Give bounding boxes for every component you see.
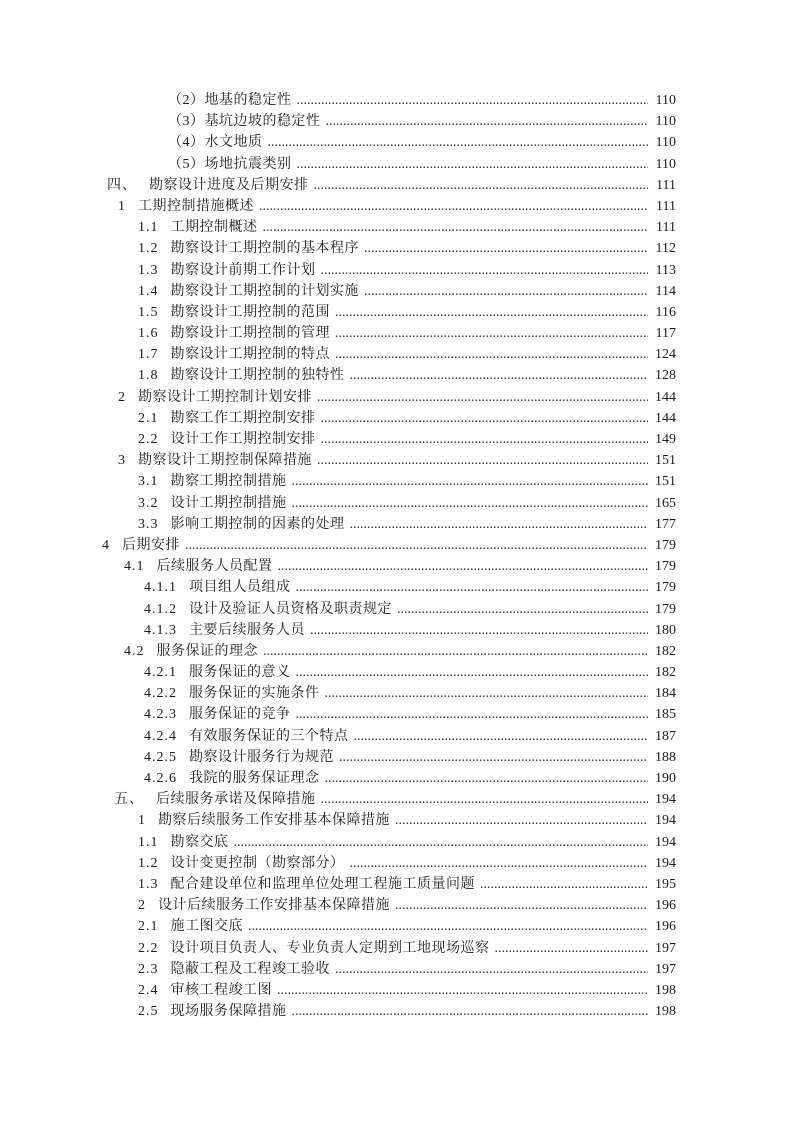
dot-leader — [296, 577, 649, 598]
toc-entry-page: 197 — [655, 961, 676, 977]
toc-entry-page: 110 — [655, 114, 676, 130]
toc-entry[interactable] — [100, 768, 676, 789]
toc-entry-page: 187 — [655, 728, 676, 744]
dot-leader — [326, 111, 649, 132]
toc-entry-page: 124 — [655, 347, 676, 363]
dot-leader — [397, 599, 648, 620]
toc-entry[interactable] — [100, 853, 676, 874]
dot-leader — [350, 853, 649, 874]
toc-entry-title: 影响工期控制的因素的处理 — [170, 516, 345, 532]
toc-entry-title: （3）基坑边坡的稳定性 — [168, 114, 321, 130]
toc-entry-title: 服务保证的理念 — [156, 643, 258, 659]
toc-entry-title: 服务保证的意义 — [189, 665, 291, 681]
toc-entry[interactable] — [100, 323, 676, 344]
toc-entry-number: 4.2 — [124, 643, 145, 659]
dot-leader — [321, 408, 649, 429]
toc-entry-title: 勘察交底 — [170, 834, 229, 850]
dot-leader — [263, 641, 648, 662]
dot-leader — [339, 747, 648, 768]
toc-entry-title: 施工图交底 — [170, 919, 243, 935]
toc-entry-title: 审核工程竣工图 — [170, 982, 272, 998]
dot-leader — [248, 916, 648, 937]
toc-entry-title: 我院的服务保证理念 — [189, 771, 320, 786]
toc-entry[interactable] — [100, 281, 676, 302]
toc-entry-title: 设计变更控制（勘察部分） — [170, 855, 345, 871]
toc-entry-page: 198 — [655, 982, 676, 998]
dot-leader — [350, 365, 649, 386]
toc-entry[interactable] — [100, 599, 676, 620]
toc-entry-number: 1.3 — [138, 876, 159, 892]
dot-leader — [335, 302, 648, 323]
toc-entry-title: 设计工期控制措施 — [170, 495, 287, 511]
toc-entry-page: 188 — [655, 749, 676, 765]
toc-entry-number: 2 — [138, 898, 146, 914]
dot-leader — [364, 281, 648, 302]
dot-leader — [185, 535, 648, 556]
toc-entry-number: 4.2.6 — [144, 771, 177, 786]
dot-leader — [364, 238, 648, 259]
toc-entry-number: 3.2 — [138, 495, 159, 511]
toc-entry-page: 190 — [655, 771, 676, 786]
toc-entry[interactable] — [100, 916, 676, 937]
toc-entry-page: 114 — [655, 283, 676, 299]
toc-entry-page: 113 — [655, 262, 676, 278]
toc-entry-title: 勘察设计工期控制的特点 — [170, 347, 330, 363]
dot-leader — [292, 493, 649, 514]
toc-entry-number: 3 — [118, 453, 126, 469]
toc-entry[interactable] — [100, 938, 676, 959]
dot-leader — [259, 196, 648, 217]
dot-leader — [263, 217, 649, 238]
toc-entry-number: 四、 — [107, 177, 137, 193]
dot-leader — [395, 895, 648, 916]
dot-leader — [495, 938, 649, 959]
toc-entry[interactable] — [100, 175, 676, 196]
toc-entry[interactable] — [100, 662, 676, 683]
dot-leader — [292, 1001, 649, 1022]
toc-entry-title: （2）地基的稳定性 — [168, 93, 292, 108]
toc-entry-title: 隐蔽工程及工程竣工验收 — [170, 961, 330, 977]
toc-entry-page: 182 — [655, 643, 676, 659]
toc-entry[interactable] — [100, 726, 676, 747]
toc-entry-page: 165 — [655, 495, 676, 511]
toc-entry[interactable] — [100, 874, 676, 895]
toc-entry-number: 1 — [118, 198, 126, 214]
toc-entry-title: 勘察设计工期控制的基本程序 — [170, 241, 359, 257]
toc-entry-number: 2.2 — [138, 940, 159, 956]
toc-entry-page: 110 — [655, 135, 676, 151]
toc-entry-page: 149 — [655, 432, 676, 447]
dot-leader — [278, 556, 649, 577]
toc-entry-page: 111 — [656, 198, 676, 214]
toc-entry-page: 194 — [655, 855, 676, 871]
toc-entry[interactable] — [100, 90, 676, 111]
toc-entry-number: 4.1 — [124, 559, 145, 575]
toc-entry-page: 151 — [655, 474, 676, 490]
toc-entry-page: 179 — [655, 580, 676, 596]
toc-entry-number: 3.1 — [138, 474, 159, 490]
toc-entry-title: 服务保证的竞争 — [189, 707, 291, 723]
toc-entry[interactable] — [100, 111, 676, 132]
toc-entry-title: 设计后续服务工作安排基本保障措施 — [158, 898, 390, 914]
toc-entry-title: 勘察后续服务工作安排基本保障措施 — [158, 813, 390, 829]
toc-entry-title: 服务保证的实施条件 — [189, 686, 320, 702]
toc-entry-page: 177 — [655, 516, 676, 532]
dot-leader — [297, 90, 649, 111]
toc-entry-title: 设计及验证人员资格及职责规定 — [189, 601, 392, 617]
toc-entry-page: 144 — [655, 410, 676, 426]
toc-entry-page: 110 — [655, 93, 676, 108]
toc-entry-number: 1.5 — [138, 304, 159, 320]
toc-entry-title: 工期控制概述 — [170, 220, 258, 236]
toc-entry-title: 勘察设计前期工作计划 — [170, 262, 316, 278]
toc-entry-number: 2.5 — [138, 1004, 159, 1020]
toc-entry[interactable] — [100, 577, 676, 598]
dot-leader — [325, 768, 649, 789]
toc-entry-page: 182 — [655, 665, 676, 681]
toc-entry-number: 2.1 — [138, 919, 159, 935]
dot-leader — [325, 683, 649, 704]
dot-leader — [268, 132, 649, 153]
dot-leader — [292, 471, 649, 492]
toc-entry-title: 项目组人员组成 — [189, 580, 291, 596]
toc-entry-title: 设计工作工期控制安排 — [170, 432, 316, 447]
toc-entry-number: 4.2.2 — [144, 686, 177, 702]
toc-entry[interactable] — [100, 641, 676, 662]
toc-entry-number: 1.2 — [138, 855, 159, 871]
toc-entry-page: 194 — [655, 834, 676, 850]
toc-entry-number: 4.2.3 — [144, 707, 177, 723]
toc-entry[interactable] — [100, 895, 676, 916]
toc-entry-title: 配合建设单位和监理单位处理工程施工质量问题 — [170, 876, 475, 892]
dot-leader — [354, 726, 649, 747]
toc-entry-number: 4.1.3 — [144, 622, 177, 638]
toc-entry-number: 2.2 — [138, 432, 159, 447]
toc-entry-number: 4.2.4 — [144, 728, 177, 744]
toc-entry-number: 4.2.1 — [144, 665, 177, 681]
toc-entry[interactable] — [100, 217, 676, 238]
dot-leader — [310, 620, 648, 641]
dot-leader — [335, 959, 648, 980]
toc-entry-number: 1.8 — [138, 368, 159, 384]
toc-entry[interactable] — [100, 493, 676, 514]
toc-entry-number: 3.3 — [138, 516, 159, 532]
dot-leader — [317, 387, 648, 408]
toc-entry[interactable] — [100, 832, 676, 853]
toc-entry-title: 勘察工作工期控制安排 — [170, 410, 316, 426]
toc-entry[interactable] — [100, 238, 676, 259]
toc-entry[interactable] — [100, 980, 676, 1001]
toc-entry-page: 144 — [655, 389, 676, 405]
toc-entry-page: 111 — [656, 220, 676, 236]
toc-entry-page: 179 — [655, 559, 676, 575]
dot-leader — [395, 810, 648, 831]
dot-leader — [297, 154, 649, 175]
toc-entry-page: 112 — [655, 241, 676, 257]
toc-entry-number: 1.7 — [138, 347, 159, 363]
toc-entry-number: 2.3 — [138, 961, 159, 977]
toc-entry-page: 196 — [655, 898, 676, 914]
toc-entry-page: 180 — [655, 622, 676, 638]
toc-entry-page: 184 — [655, 686, 676, 702]
dot-leader — [335, 344, 648, 365]
dot-leader — [350, 514, 649, 535]
toc-entry-page: 110 — [655, 156, 676, 172]
toc-entry-title: 勘察设计工期控制的计划实施 — [170, 283, 359, 299]
toc-entry-title: 后续服务人员配置 — [156, 559, 273, 575]
toc-entry-page: 194 — [655, 792, 676, 808]
dot-leader — [277, 980, 648, 1001]
toc-entry-number: 2 — [118, 389, 126, 405]
toc-entry[interactable] — [100, 535, 676, 556]
dot-leader — [317, 450, 648, 471]
toc-entry-title: 设计项目负责人、专业负责人定期到工地现场巡察 — [170, 940, 490, 956]
toc-entry[interactable] — [100, 514, 676, 535]
dot-leader — [480, 874, 648, 895]
toc-entry-title: 勘察设计工期控制的管理 — [170, 326, 330, 342]
toc-entry[interactable] — [100, 365, 676, 386]
toc-entry-page: 128 — [655, 368, 676, 384]
toc-entry[interactable] — [100, 154, 676, 175]
toc-entry-number: 1 — [138, 813, 146, 829]
toc-entry-page: 195 — [655, 876, 676, 892]
dot-leader — [296, 662, 649, 683]
toc-entry-title: 有效服务保证的三个特点 — [189, 728, 349, 744]
toc-entry-title: 现场服务保障措施 — [170, 1004, 287, 1020]
toc-entry-number: 1.4 — [138, 283, 159, 299]
toc-entry[interactable] — [100, 810, 676, 831]
dot-leader — [296, 704, 649, 725]
toc-entry[interactable] — [100, 344, 676, 365]
toc-entry-number: 五、 — [114, 792, 144, 808]
toc-entry-title: （4）水文地质 — [168, 135, 263, 151]
toc-entry[interactable] — [100, 260, 676, 281]
toc-entry[interactable] — [100, 450, 676, 471]
toc-entry-title: 勘察设计工期控制的范围 — [170, 304, 330, 320]
toc-entry-number: 2.4 — [138, 982, 159, 998]
toc-entry[interactable] — [100, 747, 676, 768]
dot-leader — [234, 832, 649, 853]
toc-entry-page: 185 — [655, 707, 676, 723]
toc-entry-number: 1.6 — [138, 326, 159, 342]
toc-entry[interactable] — [100, 408, 676, 429]
toc-entry[interactable] — [100, 471, 676, 492]
toc-entry-title: 主要后续服务人员 — [189, 622, 305, 638]
toc-entry[interactable] — [100, 556, 676, 577]
toc-entry[interactable] — [100, 429, 676, 450]
toc-entry-number: 1.2 — [138, 241, 159, 257]
toc-entry-title: 勘察设计进度及后期安排 — [149, 177, 309, 193]
toc-entry-page: 117 — [655, 326, 676, 342]
dot-leader — [314, 175, 649, 196]
toc-entry-page: 194 — [655, 813, 676, 829]
toc-entry-page: 197 — [655, 940, 676, 956]
toc-entry-title: 勘察工期控制措施 — [170, 474, 287, 490]
toc-entry[interactable] — [100, 1001, 676, 1022]
toc-entry-page: 111 — [656, 177, 676, 193]
toc-entry-number: 1.1 — [138, 220, 159, 236]
table-of-contents — [100, 90, 676, 1022]
toc-entry-title: 勘察设计工期控制计划安排 — [138, 389, 312, 405]
toc-entry-title: 后续服务承诺及保障措施 — [156, 792, 316, 808]
toc-entry[interactable] — [100, 620, 676, 641]
toc-entry[interactable] — [100, 196, 676, 217]
toc-entry-number: 2.1 — [138, 410, 159, 426]
toc-entry[interactable] — [100, 387, 676, 408]
toc-entry-title: 勘察设计服务行为规范 — [189, 749, 334, 765]
dot-leader — [321, 429, 649, 450]
toc-entry[interactable] — [100, 959, 676, 980]
toc-entry-number: 4.1.2 — [144, 601, 177, 617]
toc-entry-page: 116 — [655, 304, 676, 320]
toc-entry-title: 工期控制措施概述 — [138, 198, 254, 214]
toc-entry-number: 1.1 — [138, 834, 159, 850]
toc-entry-page: 196 — [655, 919, 676, 935]
toc-entry[interactable] — [100, 683, 676, 704]
toc-entry-page: 198 — [655, 1004, 676, 1020]
dot-leader — [321, 789, 649, 810]
toc-entry[interactable] — [100, 132, 676, 153]
toc-entry-number: 1.3 — [138, 262, 159, 278]
toc-entry[interactable] — [100, 302, 676, 323]
toc-entry-title: 勘察设计工期控制的独特性 — [170, 368, 345, 384]
toc-entry-number: 4.1.1 — [144, 580, 177, 596]
dot-leader — [335, 323, 648, 344]
toc-entry[interactable] — [100, 789, 676, 810]
toc-entry-page: 179 — [655, 537, 676, 553]
toc-entry-number: 4.2.5 — [144, 749, 177, 765]
toc-entry-title: 后期安排 — [122, 537, 180, 553]
toc-entry-title: 勘察设计工期控制保障措施 — [138, 453, 312, 469]
toc-entry[interactable] — [100, 704, 676, 725]
toc-entry-number: 4 — [102, 537, 110, 553]
toc-entry-page: 151 — [655, 453, 676, 469]
dot-leader — [321, 260, 649, 281]
toc-entry-page: 179 — [655, 601, 676, 617]
toc-entry-title: （5）场地抗震类别 — [168, 156, 292, 172]
